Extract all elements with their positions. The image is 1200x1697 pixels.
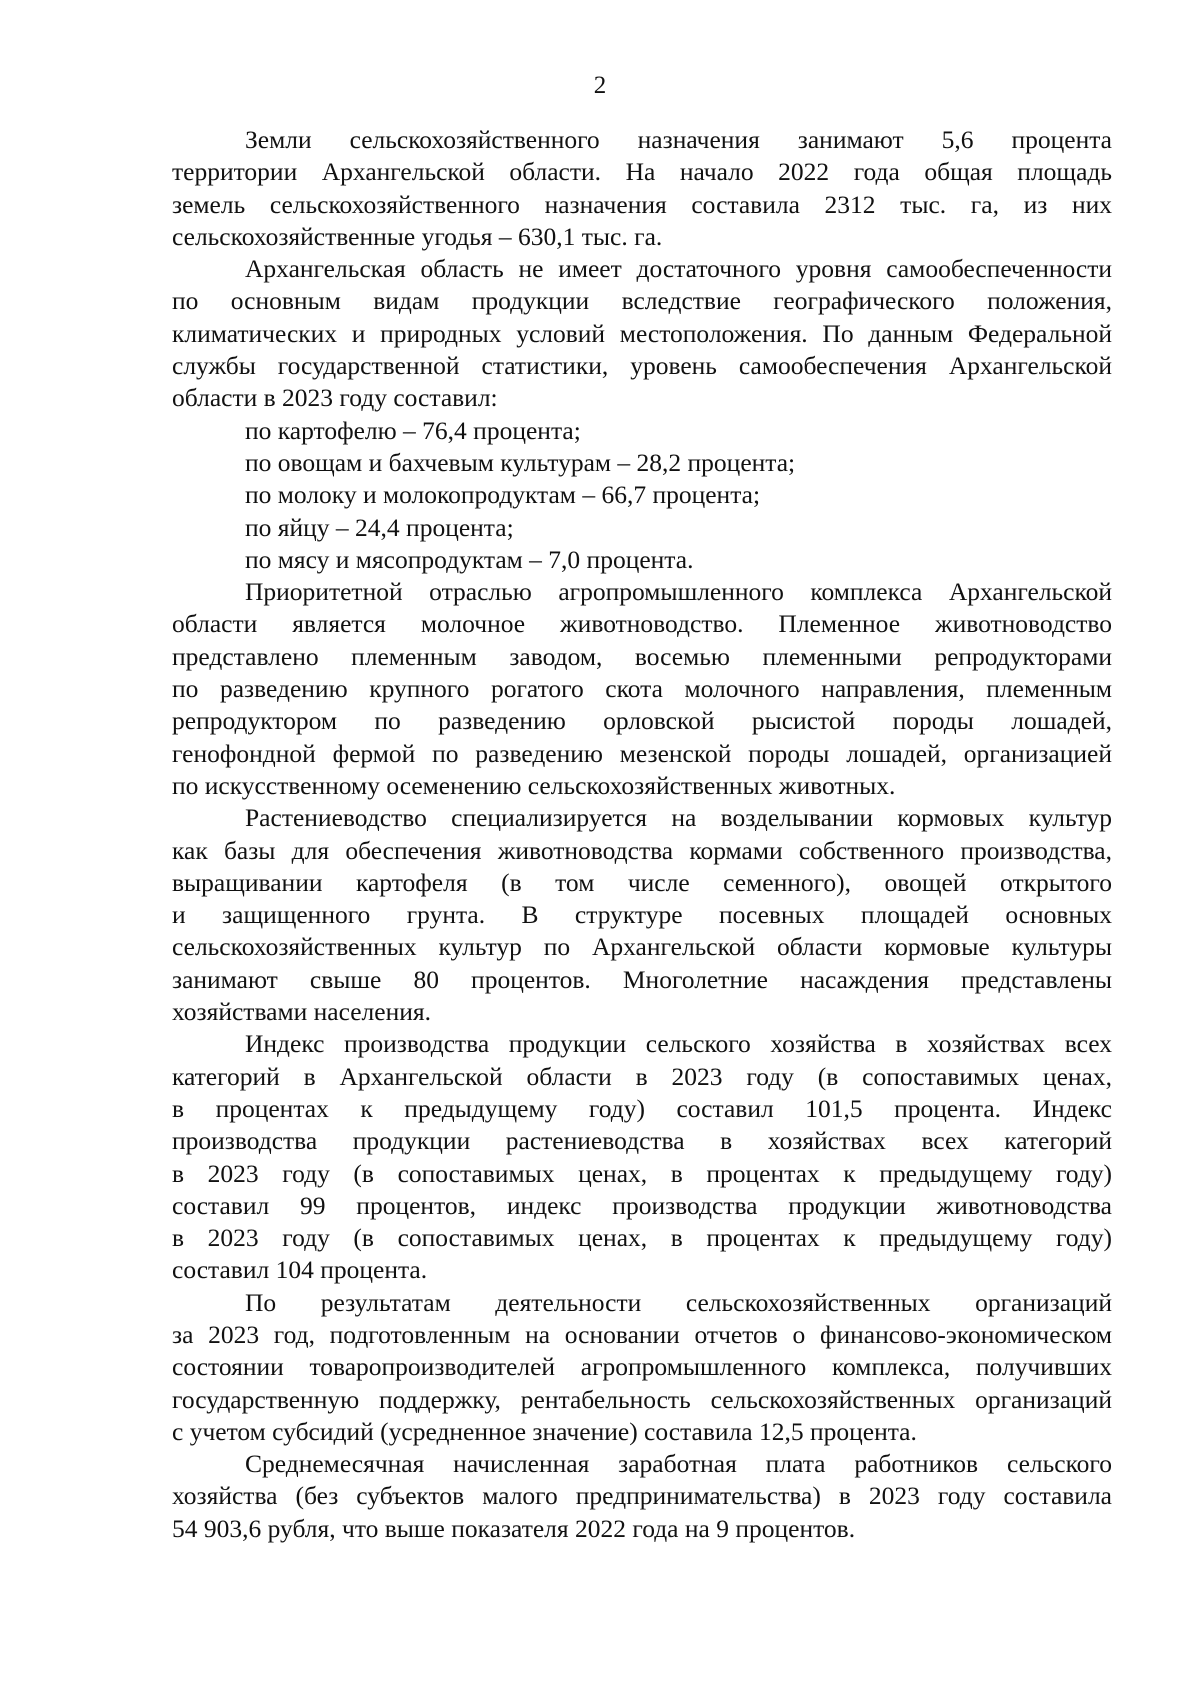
paragraph-line: Архангельская область не имеет достаточного уровня самообеспеченности xyxy=(245,254,1112,284)
paragraph-line: по основным видам продукции вследствие географического положения, xyxy=(172,286,1112,316)
paragraph-line: климатических и природных условий местоположения. По данным Федеральной xyxy=(172,318,1112,348)
paragraph-line: в процентах к предыдущему году) составил 101,5 процента. Индекс xyxy=(172,1093,1112,1123)
list-item: по овощам и бахчевым культурам – 28,2 процента; xyxy=(245,447,796,477)
paragraph-line: категорий в Архангельской области в 2023 году (в сопоставимых ценах, xyxy=(172,1061,1112,1091)
paragraph-line: Индекс производства продукции сельского хозяйства в хозяйствах всех xyxy=(245,1029,1112,1059)
paragraph-line: представлено племенным заводом, восемью племенными репродукторами xyxy=(172,641,1112,671)
page-number: 2 xyxy=(593,72,607,99)
paragraph-wages xyxy=(172,1448,1112,1545)
paragraph-line: выращивании картофеля (в том числе семенного), овощей открытого xyxy=(172,867,1112,897)
list-item: по картофелю – 76,4 процента; xyxy=(245,415,581,445)
paragraph-line: хозяйства (без субъектов малого предпринимательства) в 2023 году составила xyxy=(172,1481,1112,1511)
paragraph-line: сельскохозяйственные угодья – 630,1 тыс. га. xyxy=(172,221,663,251)
list-item: по молоку и молокопродуктам – 66,7 процента; xyxy=(245,480,761,510)
paragraph-line: как базы для обеспечения животноводства кормами собственного производства, xyxy=(172,835,1112,865)
paragraph-line: Земли сельскохозяйственного назначения занимают 5,6 процента xyxy=(245,125,1112,154)
paragraph-line: земель сельскохозяйственного назначения составила 2312 тыс. га, из них xyxy=(172,189,1112,219)
paragraph-line: области в 2023 году составил: xyxy=(172,383,498,413)
paragraph-line: хозяйствами населения. xyxy=(172,997,431,1027)
paragraph-line: территории Архангельской области. На начало 2022 года общая площадь xyxy=(172,157,1112,187)
paragraph-line: службы государственной статистики, уровень самообеспечения Архангельской xyxy=(172,351,1112,381)
paragraph-line: по разведению крупного рогатого скота молочного направления, племенным xyxy=(172,674,1112,704)
paragraph-line: в 2023 году (в сопоставимых ценах, в процентах к предыдущему году) xyxy=(172,1158,1112,1188)
paragraph-line: по искусственному осеменению сельскохозяйственных животных. xyxy=(172,770,896,800)
paragraph-line: 54 903,6 рубля, что выше показателя 2022 года на 9 процентов. xyxy=(172,1513,856,1543)
paragraph-line: Растениеводство специализируется на возделывании кормовых культур xyxy=(245,803,1112,833)
list-item: по мясу и мясопродуктам – 7,0 процента. xyxy=(245,544,694,574)
paragraph-line: и защищенного грунта. В структуре посевных площадей основных xyxy=(172,900,1112,930)
paragraph-production-index xyxy=(172,1028,1112,1286)
paragraph-line: области является молочное животноводство. Племенное животноводство xyxy=(172,609,1112,639)
self-sufficiency-list xyxy=(172,415,1112,576)
paragraph-line: сельскохозяйственных культур по Архангельской области кормовые культуры xyxy=(172,932,1112,962)
paragraph-line: государственную поддержку, рентабельность сельскохозяйственных организаций xyxy=(172,1384,1112,1414)
paragraph-line: за 2023 год, подготовленным на основании отчетов о финансово-экономическом xyxy=(172,1319,1112,1349)
list-item: по яйцу – 24,4 процента; xyxy=(245,512,514,542)
paragraph-line: Приоритетной отраслью агропромышленного комплекса Архангельской xyxy=(245,577,1112,607)
paragraph-line: занимают свыше 80 процентов. Многолетние насаждения представлены xyxy=(172,964,1112,994)
paragraph-line: производства продукции растениеводства в хозяйствах всех категорий xyxy=(172,1126,1112,1156)
paragraph-self-sufficiency xyxy=(172,253,1112,414)
paragraph-line: генофондной фермой по разведению мезенской породы лошадей, организацией xyxy=(172,738,1112,768)
paragraph-line: с учетом субсидий (усредненное значение) составила 12,5 процента. xyxy=(172,1416,917,1446)
paragraph-line: репродуктором по разведению орловской рысистой породы лошадей, xyxy=(172,706,1112,736)
paragraph-line: составил 99 процентов, индекс производства продукции животноводства xyxy=(172,1190,1112,1220)
paragraph-line: состоянии товаропроизводителей агропромышленного комплекса, получивших xyxy=(172,1352,1112,1382)
paragraph-livestock xyxy=(172,576,1112,802)
paragraph-crops xyxy=(172,802,1112,1028)
paragraph-profitability xyxy=(172,1287,1112,1448)
document-body xyxy=(172,124,1112,1545)
paragraph-line: Среднемесячная начисленная заработная плата работников сельского xyxy=(245,1449,1112,1479)
paragraph-line: составил 104 процента. xyxy=(172,1255,428,1285)
paragraph-line: По результатам деятельности сельскохозяйственных организаций xyxy=(245,1287,1112,1317)
paragraph-line: в 2023 году (в сопоставимых ценах, в процентах к предыдущему году) xyxy=(172,1223,1112,1253)
paragraph-land xyxy=(172,124,1112,253)
